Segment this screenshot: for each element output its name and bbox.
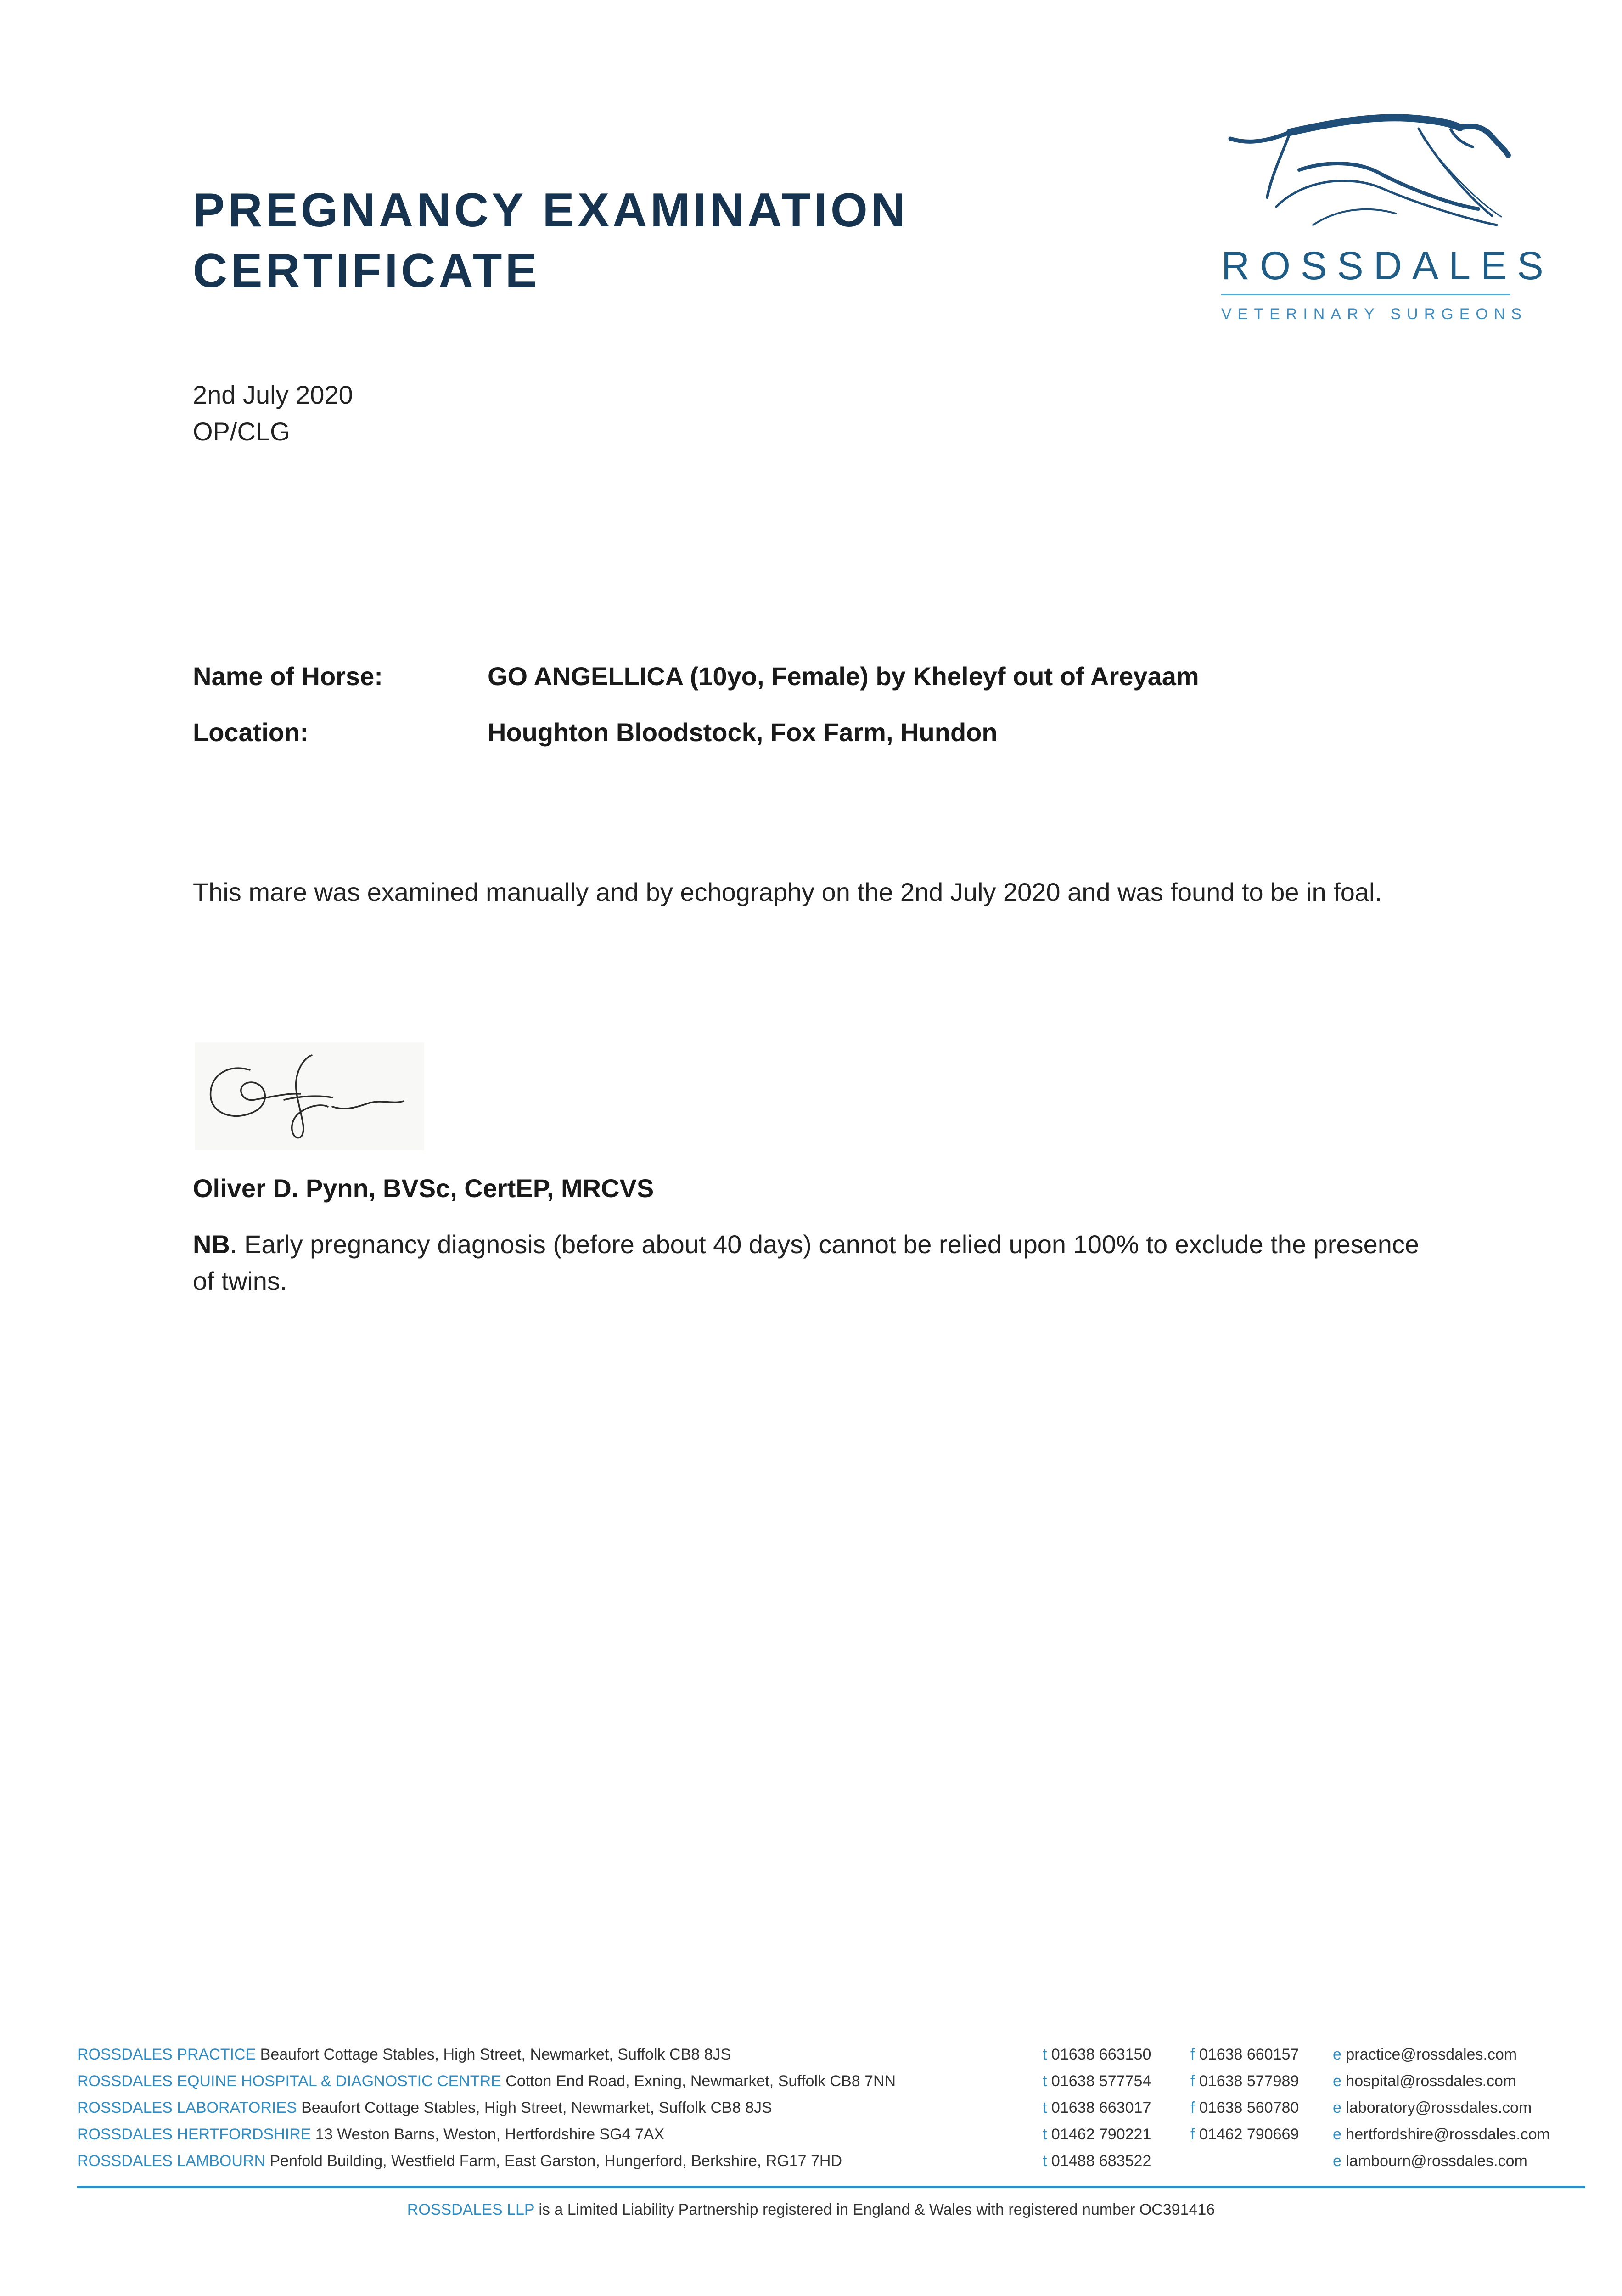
office-name: ROSSDALES EQUINE HOSPITAL & DIAGNOSTIC CENTRE — [77, 2072, 501, 2090]
office-email[interactable]: e hertfordshire@rossdales.com — [1333, 2126, 1550, 2143]
office-row — [77, 2046, 1588, 2072]
signature-image — [195, 1042, 424, 1150]
office-address: Penfold Building, Westfield Farm, East Garston, Hungerford, Berkshire, RG17 7HD — [265, 2152, 842, 2170]
office-phone: t 01462 790221 — [1043, 2126, 1151, 2143]
legal-notice — [0, 2201, 1622, 2219]
office-row — [77, 2072, 1588, 2099]
office-row — [77, 2152, 1588, 2179]
office-address: Beaufort Cottage Stables, High Street, Newmarket, Suffolk CB8 8JS — [256, 2046, 731, 2063]
document-meta — [193, 377, 353, 450]
footer-divider — [77, 2186, 1585, 2188]
office-name: ROSSDALES HERTFORDSHIRE — [77, 2126, 311, 2143]
office-fax: f 01462 790669 — [1190, 2126, 1299, 2143]
title-line-2: CERTIFICATE — [193, 244, 540, 298]
office-fax: f 01638 577989 — [1190, 2072, 1299, 2090]
office-row — [77, 2126, 1588, 2152]
office-email[interactable]: e hospital@rossdales.com — [1333, 2072, 1516, 2090]
examination-statement: This mare was examined manually and by echography on the 2nd July 2020 and was found to be in foal. — [193, 878, 1382, 906]
galloping-horse-logo-icon — [1221, 110, 1524, 248]
office-phone: t 01638 663150 — [1043, 2046, 1151, 2063]
legal-text: is a Limited Liability Partnership registered in England & Wales with registered number OC391416 — [534, 2201, 1215, 2218]
office-email[interactable]: e practice@rossdales.com — [1333, 2046, 1517, 2063]
office-fax: f 01638 660157 — [1190, 2046, 1299, 2063]
office-address: Beaufort Cottage Stables, High Street, Newmarket, Suffolk CB8 8JS — [297, 2099, 772, 2116]
horse-name-value: GO ANGELLICA (10yo, Female) by Kheleyf out of Areyaam — [488, 662, 1199, 691]
office-row — [77, 2099, 1588, 2126]
office-name: ROSSDALES LABORATORIES — [77, 2099, 297, 2116]
office-email[interactable]: e lambourn@rossdales.com — [1333, 2152, 1527, 2170]
logo-subtitle: VETERINARY SURGEONS — [1221, 305, 1528, 323]
office-fax: f 01638 560780 — [1190, 2099, 1299, 2116]
rossdales-logo — [1221, 110, 1554, 331]
nb-note — [193, 1226, 1432, 1300]
office-address: Cotton End Road, Exning, Newmarket, Suffolk CB8 7NN — [501, 2072, 896, 2090]
location-value: Houghton Bloodstock, Fox Farm, Hundon — [488, 718, 998, 747]
office-email[interactable]: e laboratory@rossdales.com — [1333, 2099, 1532, 2116]
footer-offices — [77, 2046, 1588, 2179]
logo-divider — [1221, 294, 1510, 295]
document-title — [193, 180, 909, 301]
office-name: ROSSDALES PRACTICE — [77, 2046, 256, 2063]
office-address: 13 Weston Barns, Weston, Hertfordshire SG4 7AX — [311, 2126, 665, 2143]
office-phone: t 01638 663017 — [1043, 2099, 1151, 2116]
document-date: 2nd July 2020 — [193, 380, 353, 409]
office-phone: t 01638 577754 — [1043, 2072, 1151, 2090]
office-phone: t 01488 683522 — [1043, 2152, 1151, 2170]
title-line-1: PREGNANCY EXAMINATION — [193, 184, 909, 237]
document-reference: OP/CLG — [193, 417, 290, 446]
nb-prefix: NB — [193, 1230, 230, 1259]
nb-text: . Early pregnancy diagnosis (before about 40 days) cannot be relied upon 100% to exclude the presence of twins. — [193, 1230, 1420, 1295]
legal-org: ROSSDALES LLP — [407, 2201, 534, 2218]
horse-name-label: Name of Horse: — [193, 662, 383, 691]
signer-name: Oliver D. Pynn, BVSc, CertEP, MRCVS — [193, 1174, 654, 1203]
logo-wordmark: ROSSDALES — [1221, 244, 1554, 288]
location-label: Location: — [193, 718, 309, 747]
handwritten-signature-icon — [195, 1042, 424, 1150]
office-name: ROSSDALES LAMBOURN — [77, 2152, 265, 2170]
